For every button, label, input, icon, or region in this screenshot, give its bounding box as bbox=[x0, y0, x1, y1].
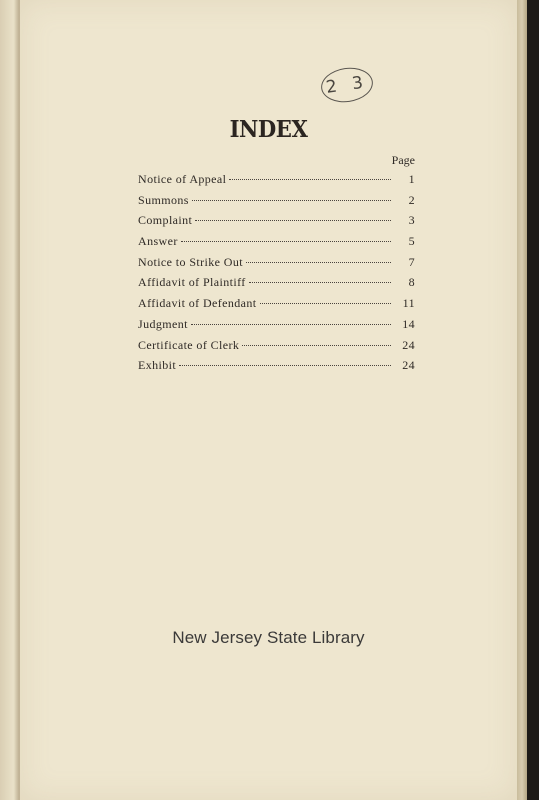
page-stack-edge bbox=[517, 0, 527, 800]
dot-leader bbox=[229, 179, 391, 180]
entry-title: Summons bbox=[138, 192, 189, 207]
document-page bbox=[20, 0, 517, 800]
entry-title: Notice to Strike Out bbox=[138, 254, 243, 269]
entry-page-number: 2 bbox=[408, 192, 415, 207]
dot-leader bbox=[260, 303, 391, 304]
entry-page-number: 3 bbox=[408, 213, 415, 228]
handwritten-page-annotation: 2 3 bbox=[319, 65, 375, 106]
index-entry bbox=[138, 338, 415, 359]
index-entry bbox=[138, 255, 415, 276]
index-entry bbox=[138, 296, 415, 317]
entry-page-number: 8 bbox=[408, 275, 415, 290]
library-stamp: New Jersey State Library bbox=[172, 628, 365, 647]
entry-page-number: 24 bbox=[402, 337, 415, 352]
index-entry bbox=[138, 172, 415, 193]
dot-leader bbox=[195, 220, 391, 221]
dot-leader bbox=[246, 262, 391, 263]
entry-title: Notice of Appeal bbox=[138, 172, 227, 186]
entry-title: Affidavit of Plaintiff bbox=[138, 275, 246, 290]
dot-leader bbox=[242, 345, 391, 346]
entry-page-number: 11 bbox=[402, 296, 415, 311]
index-entry bbox=[138, 275, 415, 296]
entry-page-number: 24 bbox=[402, 358, 415, 373]
entry-title: Affidavit of Defendant bbox=[138, 296, 257, 311]
dot-leader bbox=[181, 241, 391, 242]
page-column-heading: Page bbox=[391, 153, 415, 167]
entry-title: Certificate of Clerk bbox=[138, 337, 240, 352]
entry-title: Complaint bbox=[138, 213, 193, 228]
entry-title: Judgment bbox=[138, 316, 188, 331]
index-list bbox=[138, 172, 415, 379]
index-entry bbox=[138, 213, 415, 234]
entry-page-number: 7 bbox=[408, 254, 415, 269]
entry-title: Exhibit bbox=[138, 358, 177, 373]
index-entry bbox=[138, 234, 415, 255]
entry-page-number: 14 bbox=[402, 316, 415, 331]
index-entry bbox=[138, 193, 415, 214]
dot-leader bbox=[191, 324, 391, 325]
entry-page-number: 1 bbox=[408, 172, 415, 186]
dot-leader bbox=[249, 282, 391, 283]
index-entry bbox=[138, 317, 415, 338]
index-title: INDEX bbox=[229, 116, 308, 143]
entry-page-number: 5 bbox=[408, 234, 415, 249]
index-entry bbox=[138, 358, 415, 379]
dot-leader bbox=[179, 365, 391, 366]
dot-leader bbox=[192, 200, 391, 201]
entry-title: Answer bbox=[138, 234, 178, 249]
